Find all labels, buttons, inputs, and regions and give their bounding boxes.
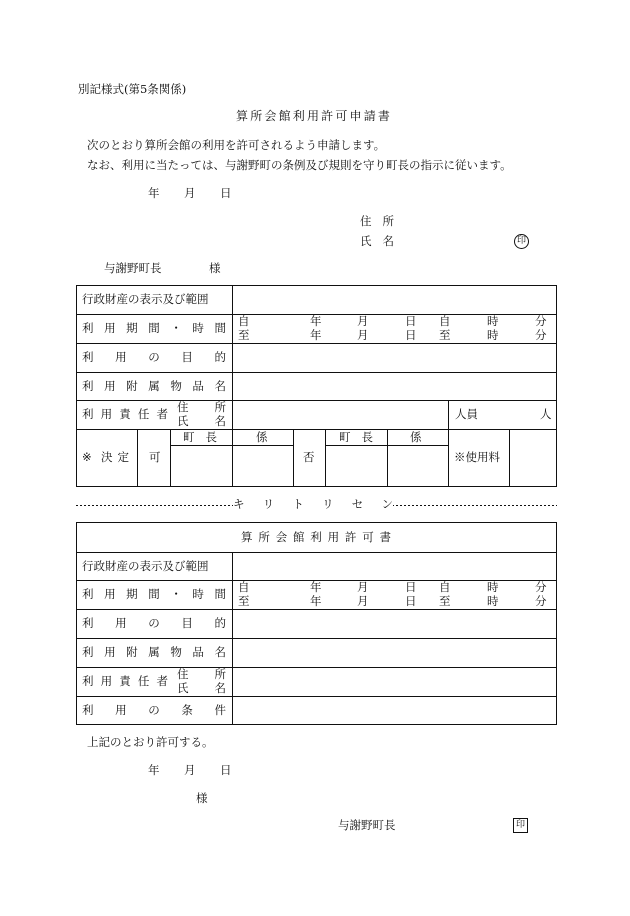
- app-period-from-month: 月: [357, 314, 369, 328]
- permit-period-from-hour: 時: [487, 580, 499, 594]
- app-responsible-name: 氏 名: [177, 414, 226, 428]
- permit-responsible-name: 氏 名: [177, 681, 226, 695]
- permit-row-responsible: 利 用 責 任 者: [82, 674, 168, 688]
- permit-row-property: 行政財産の表示及び範囲: [82, 559, 209, 573]
- app-period-from-hour: 時: [487, 314, 499, 328]
- permit-period-from-minute: 分: [535, 580, 547, 594]
- intro-line-2: なお、利用に当たっては、与謝野町の条例及び規則を守り町長の指示に従います。: [87, 158, 512, 172]
- app-period-to-year: 年: [310, 328, 322, 342]
- seal-circle-icon: 印: [514, 234, 529, 249]
- app-row-period: 利 用 期 間 ・ 時 間: [82, 321, 226, 335]
- name-label: 氏 名: [360, 234, 394, 248]
- decision-staff-left: 係: [256, 430, 268, 444]
- issuer-name: 与謝野町長: [338, 818, 396, 832]
- app-period-from-day: 日: [405, 314, 417, 328]
- address-label: 住 所: [360, 214, 394, 228]
- app-responsible-address: 住 所: [177, 400, 226, 414]
- persons-unit: 人: [540, 407, 552, 421]
- addressee-name: 与謝野町長: [104, 261, 162, 275]
- permit-period-from: 自: [238, 580, 250, 594]
- permit-period-to: 至: [238, 594, 250, 608]
- permit-period-time-from: 自: [439, 580, 451, 594]
- permit-period-to-minute: 分: [535, 594, 547, 608]
- cut-line-label: キ リ ト リ セ ン: [233, 497, 393, 511]
- decision-approve: 可: [149, 450, 161, 464]
- page-title: 算 所 会 館 利 用 許 可 申 請 書: [236, 109, 390, 123]
- date-month: 月: [184, 186, 196, 200]
- app-row-purpose: 利 用 の 目 的: [82, 350, 226, 364]
- app-period-from: 自: [238, 314, 250, 328]
- app-row-responsible: 利 用 責 任 者: [82, 407, 168, 421]
- permit-period-to-hour: 時: [487, 594, 499, 608]
- intro-line-1: 次のとおり算所会館の利用を許可されるよう申請します。: [87, 138, 386, 152]
- app-period-from-minute: 分: [535, 314, 547, 328]
- app-period-from-year: 年: [310, 314, 322, 328]
- permit-period-to-month: 月: [357, 594, 369, 608]
- app-period-to: 至: [238, 328, 250, 342]
- decision-deny: 否: [303, 450, 315, 464]
- decision-mayor-left: 町 長: [183, 430, 217, 444]
- decision-mark: ※: [82, 450, 92, 464]
- permit-statement: 上記のとおり許可する。: [87, 735, 214, 749]
- permit-period-from-day: 日: [405, 580, 417, 594]
- footer-date-day: 日: [220, 763, 232, 777]
- permit-period-from-month: 月: [357, 580, 369, 594]
- permit-period-to-year: 年: [310, 594, 322, 608]
- app-period-to-month: 月: [357, 328, 369, 342]
- app-period-to-hour: 時: [487, 328, 499, 342]
- footer-date-year: 年: [148, 763, 160, 777]
- app-period-time-from: 自: [439, 314, 451, 328]
- app-period-time-to: 至: [439, 328, 451, 342]
- persons-label: 人員: [455, 407, 478, 421]
- decision-mayor-right: 町 長: [339, 430, 373, 444]
- addressee-honorific: 様: [209, 261, 221, 275]
- app-period-to-day: 日: [405, 328, 417, 342]
- permit-row-equipment: 利 用 附 属 物 品 名: [82, 645, 226, 659]
- permit-responsible-address: 住 所: [177, 667, 226, 681]
- footer-honorific: 様: [196, 791, 208, 805]
- date-day: 日: [220, 186, 232, 200]
- footer-date-month: 月: [184, 763, 196, 777]
- permit-row-conditions: 利 用 の 条 件: [82, 703, 226, 717]
- permit-period-time-to: 至: [439, 594, 451, 608]
- app-period-to-minute: 分: [535, 328, 547, 342]
- decision-label: 決 定: [101, 450, 129, 464]
- permit-period-to-day: 日: [405, 594, 417, 608]
- app-row-equipment: 利 用 附 属 物 品 名: [82, 379, 226, 393]
- permit-row-purpose: 利 用 の 目 的: [82, 616, 226, 630]
- fee-label: ※使用料: [454, 450, 500, 464]
- date-year: 年: [148, 186, 160, 200]
- seal-square-icon: 印: [513, 818, 528, 833]
- permit-period-from-year: 年: [310, 580, 322, 594]
- permit-row-period: 利 用 期 間 ・ 時 間: [82, 587, 226, 601]
- permit-title: 算 所 会 館 利 用 許 可 書: [241, 530, 391, 544]
- form-number: 別記様式(第5条関係): [78, 82, 187, 96]
- decision-staff-right: 係: [410, 430, 422, 444]
- app-row-property: 行政財産の表示及び範囲: [82, 292, 209, 306]
